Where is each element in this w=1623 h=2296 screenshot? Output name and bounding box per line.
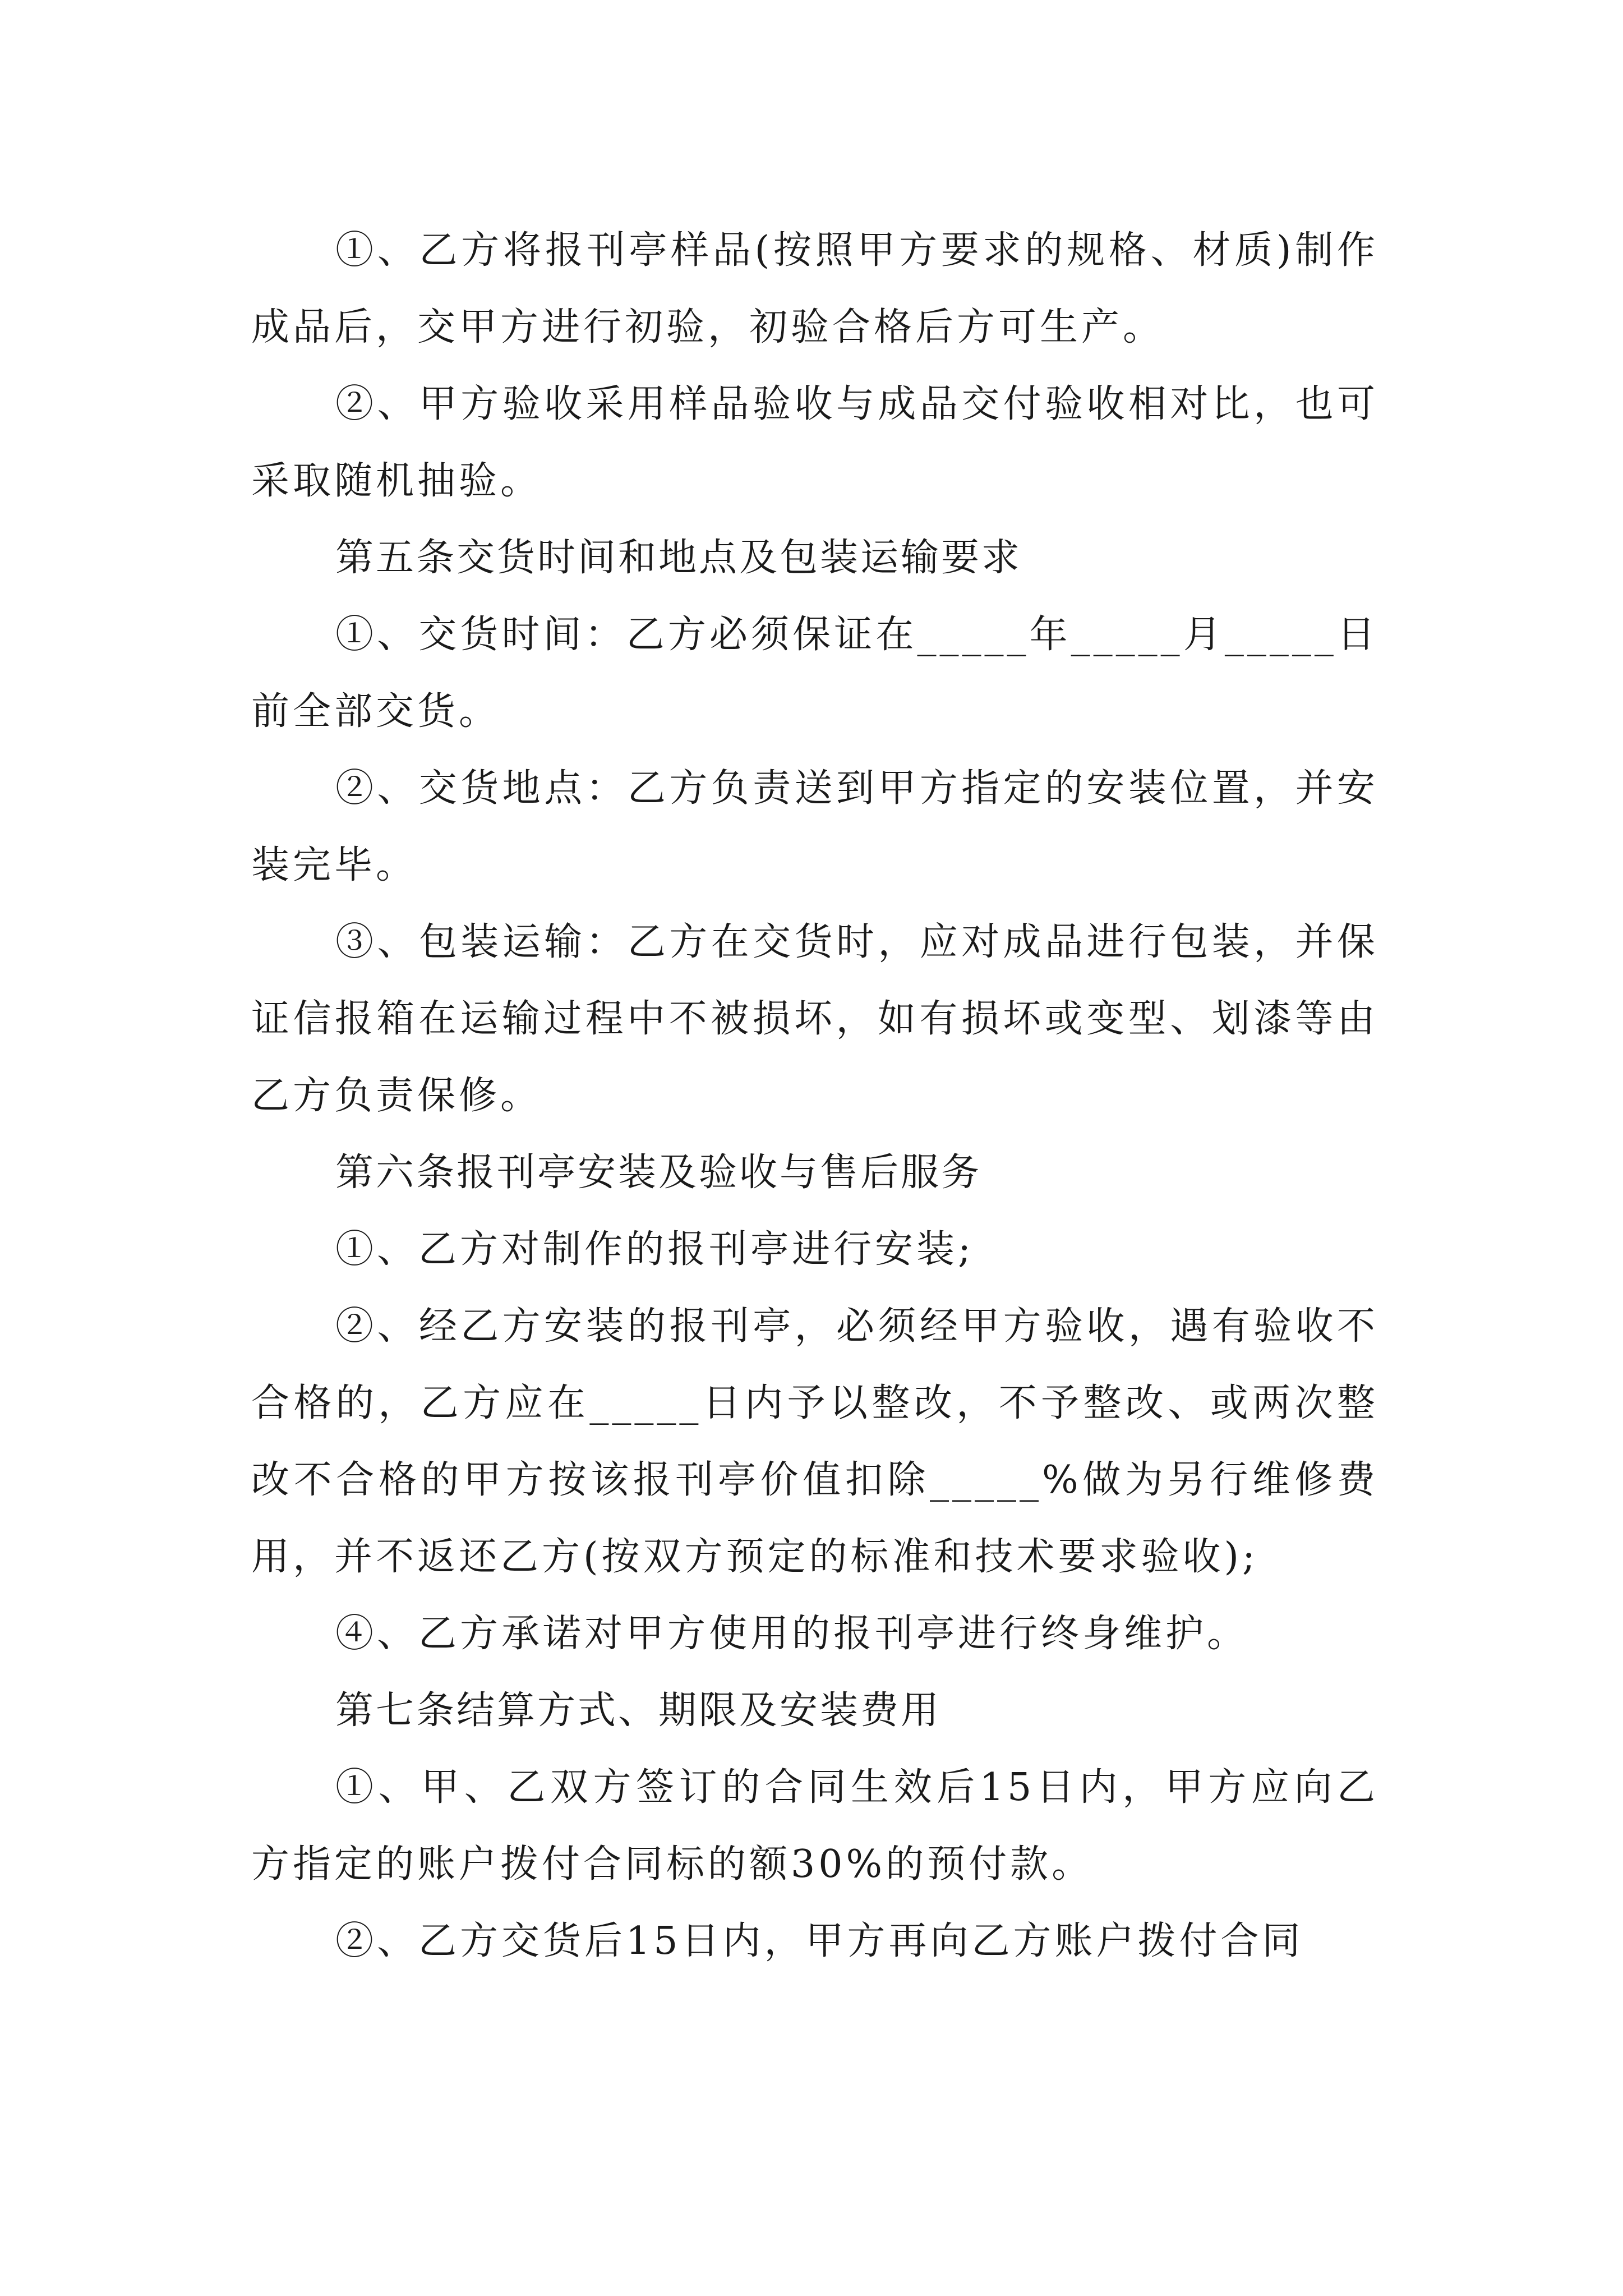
clause-5-heading: 第五条交货时间和地点及包装运输要求 — [335, 536, 1022, 580]
clause-6-heading: 第六条报刊亭安装及验收与售后服务 — [335, 1151, 982, 1195]
document-body — [251, 212, 1378, 1980]
clause-5-item-3: ③、包装运输：乙方在交货时，应对成品进行包装，并保证信报箱在运输过程中不被损坏，如有损坏或变型、划漆等由乙方负责保修。 — [251, 920, 1378, 1118]
clause-7-item-1: ①、甲、乙双方签订的合同生效后15日内，甲方应向乙方指定的账户拨付合同标的额30%的预付款。 — [251, 1765, 1378, 1887]
clause-7-heading: 第七条结算方式、期限及安装费用 — [335, 1688, 942, 1733]
clause-6-item-4: ④、乙方承诺对甲方使用的报刊亭进行终身维护。 — [335, 1612, 1249, 1656]
clause-4-item-2: ②、甲方验收采用样品验收与成品交付验收相对比，也可采取随机抽验。 — [251, 382, 1378, 503]
clause-5-item-1: ①、交货时间：乙方必须保证在_____年_____月_____日前全部交货。 — [251, 613, 1378, 734]
clause-7-item-2: ②、乙方交货后15日内，甲方再向乙方账户拨付合同 — [335, 1919, 1304, 1963]
clause-6-item-1: ①、乙方对制作的报刊亭进行安装; — [335, 1227, 974, 1272]
clause-5-item-2: ②、交货地点：乙方负责送到甲方指定的安装位置，并安装完毕。 — [251, 766, 1378, 887]
clause-6-item-2: ②、经乙方安装的报刊亭，必须经甲方验收，遇有验收不合格的，乙方应在_____日内予以整改，不予整改、或两次整改不合格的甲方按该报刊亭价值扣除_____%做为另行维修费用，并不返还乙方(按双方预定的标准和技术要求验收); — [251, 1304, 1378, 1579]
clause-4-item-1: ①、乙方将报刊亭样品(按照甲方要求的规格、材质)制作成品后，交甲方进行初验，初验合格后方可生产。 — [251, 228, 1378, 349]
